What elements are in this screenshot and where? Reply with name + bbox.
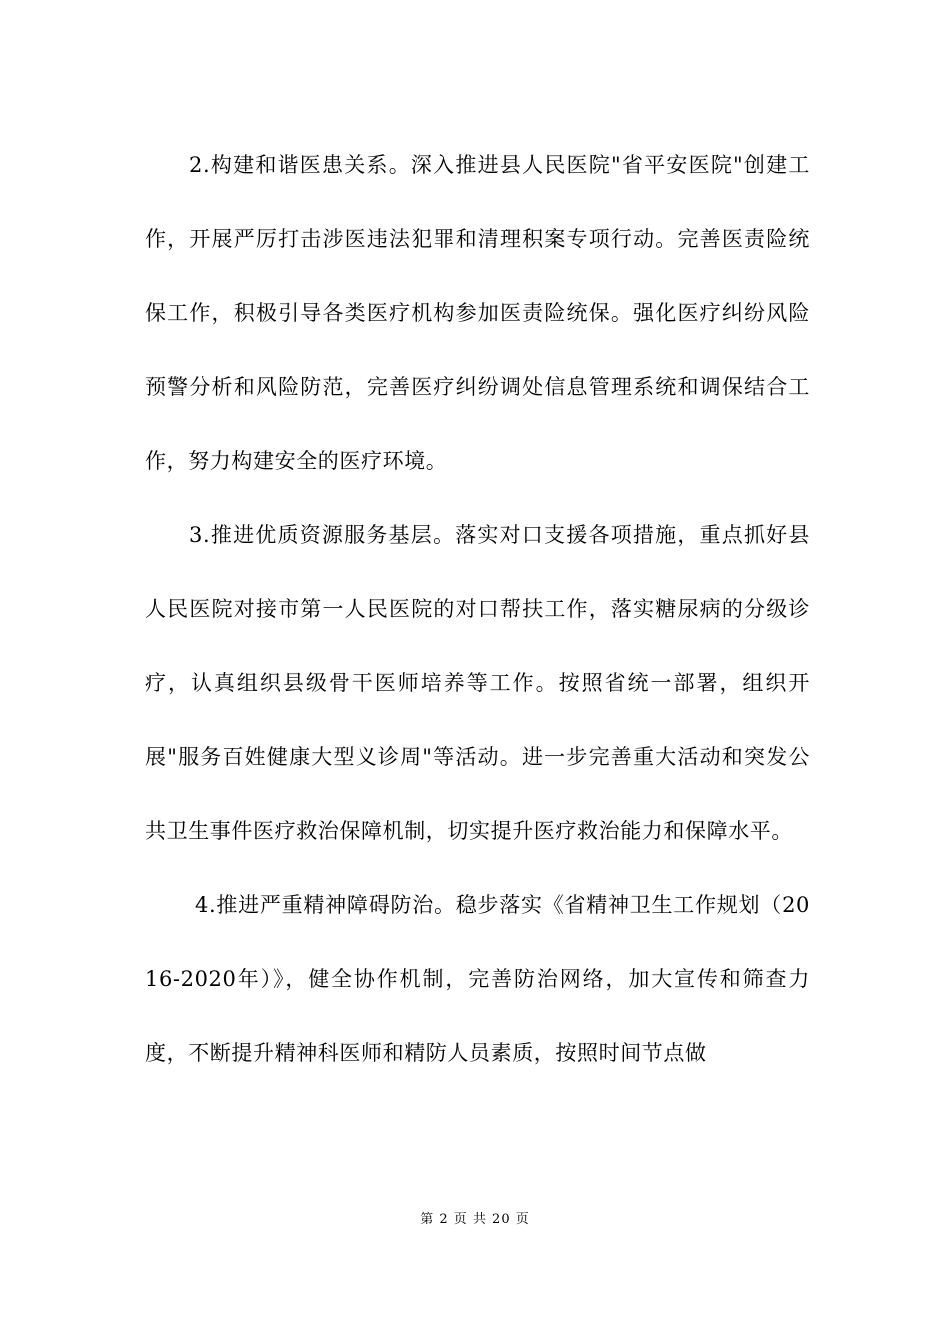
body-text [145,128,810,1090]
paragraph-medical-relations: 2.构建和谐医患关系。深入推进县人民医院"省平安医院"创建工作，开展严厉打击涉医违法犯罪和清理积案专项行动。完善医责险统保工作，积极引导各类医疗机构参加医责险统保。强化医疗纠纷风险预警分析和风险防范，完善医疗纠纷调处信息管理系统和调保结合工作，努力构建安全的医疗环境。 [145,153,810,473]
paragraph-mental-health: 4.推进严重精神障碍防治。稳步落实《省精神卫生工作规划（2016-2020年）》，健全协作机制，完善防治网络，加大宣传和筛查力度，不断提升精神科医师和精防人员素质，按照时间节点做 [145,893,810,1065]
paragraph-quality-resources: 3.推进优质资源服务基层。落实对口支援各项措施，重点抓好县人民医院对接市第一人民医院的对口帮扶工作，落实糖尿病的分级诊疗，认真组织县级骨干医师培养等工作。按照省统一部署，组织开展"服务百姓健康大型义诊周"等活动。进一步完善重大活动和突发公共卫生事件医疗救治保障机制，切实提升医疗救治能力和保障水平。 [145,523,810,843]
page-number-footer: 第 2 页 共 20 页 [420,1212,530,1227]
